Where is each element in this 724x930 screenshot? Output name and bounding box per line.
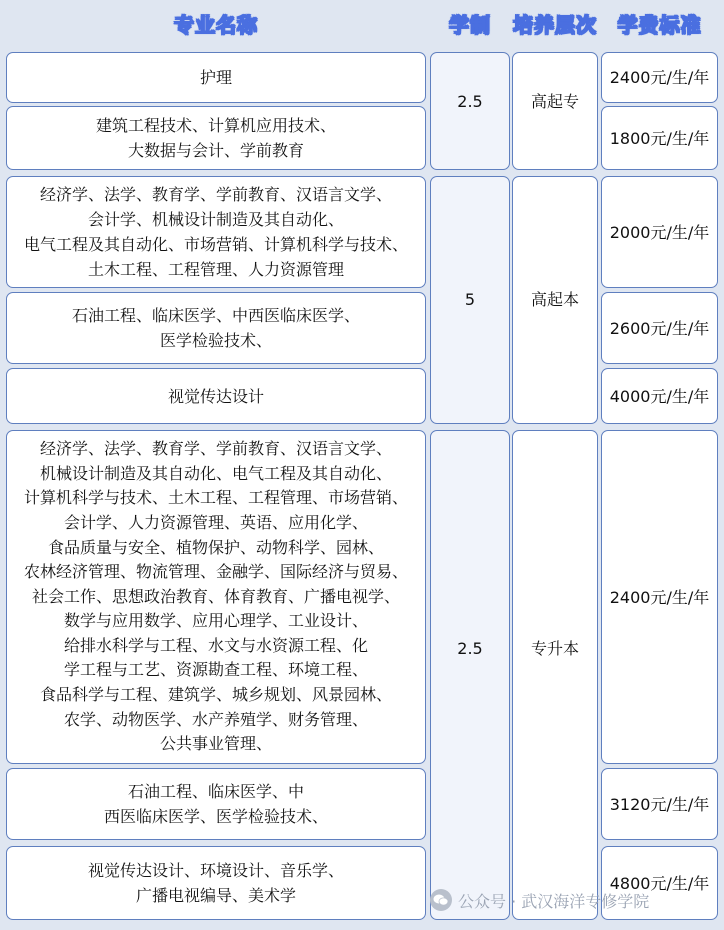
header-fee: 学费标准 <box>617 12 702 37</box>
fee-cell: 3120元/生/年 <box>601 768 718 840</box>
level-cell: 专升本 <box>512 430 598 920</box>
fee-cell: 2400元/生/年 <box>601 52 718 103</box>
watermark-text: 公众号 · 武汉海洋专修学院 <box>458 891 650 911</box>
major-cell: 石油工程、临床医学、中 西医临床医学、医学检验技术、 <box>6 768 426 840</box>
major-cell: 经济学、法学、教育学、学前教育、汉语言文学、 会计学、机械设计制造及其自动化、 电气工程及其自动化、市场营销、计算机科学与技术、 土木工程、工程管理、人力资源管理 <box>6 176 426 288</box>
fee-cell: 4800元/生/年 <box>601 846 718 920</box>
duration-cell: 5 <box>430 176 510 424</box>
level-cell: 高起专 <box>512 52 598 170</box>
fee-cell: 4000元/生/年 <box>601 368 718 424</box>
duration-cell: 2.5 <box>430 52 510 170</box>
header-major: 专业名称 <box>174 12 258 37</box>
duration-cell: 2.5 <box>430 430 510 920</box>
header-level: 培养层次 <box>513 12 597 37</box>
level-cell: 高起本 <box>512 176 598 424</box>
fee-cell: 2600元/生/年 <box>601 292 718 364</box>
major-cell: 经济学、法学、教育学、学前教育、汉语言文学、 机械设计制造及其自动化、电气工程及其自动化、 计算机科学与技术、土木工程、工程管理、市场营销、 会计学、人力资源管理、英语、应用化学、 食品质量与安全、植物保护、动物科学、园林、 农林经济管理、物流管理、金融学、国际经济与贸易、 社会工作、思想政治教育、体育教育、广播电视学、 数学与应用数学、应用心理学、工业设计、 给排水科学与工程、水文与水资源工程、化 学工程与工艺、资源勘查工程、环境工程、 食品科学与工程、建筑学、城乡规划、风景园林、 农学、动物医学、水产养殖学、财务管理、 公共事业管理、 <box>6 430 426 764</box>
major-cell: 视觉传达设计、环境设计、音乐学、 广播电视编导、美术学 <box>6 846 426 920</box>
major-cell: 石油工程、临床医学、中西医临床医学、 医学检验技术、 <box>6 292 426 364</box>
watermark <box>430 886 649 914</box>
fee-cell: 2400元/生/年 <box>601 430 718 764</box>
major-cell: 建筑工程技术、计算机应用技术、 大数据与会计、学前教育 <box>6 106 426 170</box>
header-duration: 学制 <box>449 12 491 37</box>
major-cell: 护理 <box>6 52 426 103</box>
fee-cell: 2000元/生/年 <box>601 176 718 288</box>
fee-cell: 1800元/生/年 <box>601 106 718 170</box>
wechat-icon <box>430 889 452 911</box>
major-cell: 视觉传达设计 <box>6 368 426 424</box>
